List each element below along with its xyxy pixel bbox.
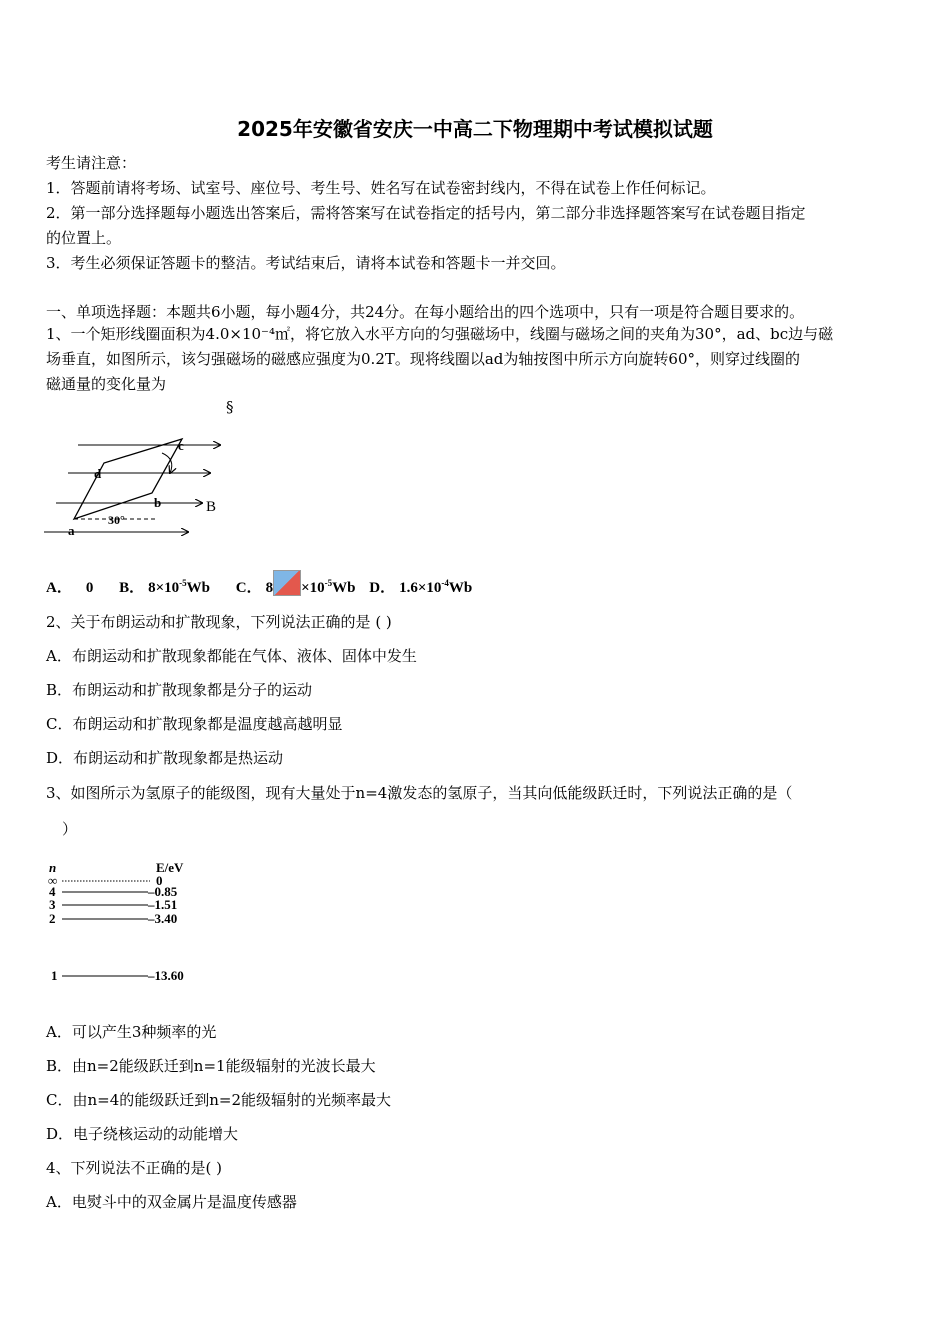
question-2-option[interactable]: D．布朗运动和扩散现象都是热运动: [46, 749, 284, 767]
notice-heading: 考生请注意：: [46, 154, 137, 172]
label-b: b: [154, 495, 162, 510]
question-3-option[interactable]: C．由n=4的能级跃迁到n=2能级辐射的光频率最大: [46, 1091, 392, 1109]
notice-item: 2．第一部分选择题每小题选出答案后，需将答案写在试卷指定的括号内，第二部分非选择题答案写在试卷题目指定: [46, 204, 806, 222]
level-energy: –1.51: [148, 897, 178, 912]
notice-item: 3．考生必须保证答题卡的整洁。考试结束后，请将本试卷和答题卡一并交回。: [46, 254, 566, 272]
level-n: 3: [49, 897, 56, 912]
level-n: 2: [49, 911, 56, 926]
page-title: 2025年安徽省安庆一中高二下物理期中考试模拟试题: [237, 117, 713, 141]
question-2-option[interactable]: C．布朗运动和扩散现象都是温度越高越明显: [46, 715, 343, 733]
question-1-line: 磁通量的变化量为: [46, 375, 167, 393]
question-3-stem: 3、如图所示为氢原子的能级图，现有大量处于n=4激发态的氢原子，当其向低能级跃迁时，下列说法正确的是（: [46, 784, 793, 802]
level-n: 1: [51, 968, 58, 983]
level-n: 4: [49, 884, 56, 899]
label-angle: 30°: [108, 513, 125, 527]
level-energy: –0.85: [148, 884, 178, 899]
section-symbol: §: [226, 398, 234, 416]
section-heading: 一、单项选择题：本题共6小题，每小题4分，共24分。在每小题给出的四个选项中，只有一项是符合题目要求的。: [46, 303, 805, 321]
energy-level-diagram: [44, 858, 204, 990]
n-axis-label: n: [49, 860, 57, 875]
level-energy: –13.60: [148, 968, 184, 983]
question-4-stem: 4、下列说法不正确的是( ): [46, 1159, 223, 1177]
question-3-option[interactable]: B．由n=2能级跃迁到n=1能级辐射的光波长最大: [46, 1057, 376, 1075]
label-d: d: [94, 466, 102, 481]
label-field-b: B: [206, 499, 217, 515]
question-2-option[interactable]: A．布朗运动和扩散现象都能在气体、液体、固体中发生: [46, 647, 417, 665]
label-a: a: [68, 523, 75, 538]
question-1-options: [46, 570, 472, 597]
question-2-stem: 2、关于布朗运动和扩散现象，下列说法正确的是 ( ): [46, 613, 392, 631]
option-c[interactable]: C． $8 \times 10^{-5}Wb$: [236, 580, 356, 596]
option-a[interactable]: A． 0: [46, 580, 94, 596]
e-axis-label: E/eV: [156, 860, 184, 875]
question-2-option[interactable]: B．布朗运动和扩散现象都是分子的运动: [46, 681, 313, 699]
question-3-stem-end: ）: [62, 820, 78, 838]
rotation-arrow: [162, 453, 172, 473]
coil-parallelogram: [74, 439, 182, 519]
question-1-line: 1、一个矩形线圈面积为4.0×10⁻⁴㎡，将它放入水平方向的匀强磁场中，线圈与磁场之间的夹角为30°，ad、bc边与磁: [46, 325, 834, 343]
question-3-option[interactable]: A．可以产生3种频率的光: [46, 1023, 217, 1041]
magnetic-field-coil-diagram: [40, 425, 230, 550]
broken-image-icon: [273, 570, 301, 596]
question-3-option[interactable]: D．电子绕核运动的动能增大: [46, 1125, 239, 1143]
option-b[interactable]: B． $8\times 10^{-5}Wb$: [119, 578, 211, 596]
notice-item: 的位置上。: [46, 229, 122, 247]
question-1-line: 场垂直，如图所示，该匀强磁场的磁感应强度为0.2T。现将线圈以ad为轴按图中所示方向旋转60°，则穿过线圈的: [46, 350, 800, 368]
option-d[interactable]: D． $1.6\times 10^{-4}Wb$: [369, 578, 473, 596]
question-4-option[interactable]: A．电熨斗中的双金属片是温度传感器: [46, 1193, 297, 1211]
notice-item: 1．答题前请将考场、试室号、座位号、考生号、姓名写在试卷密封线内，不得在试卷上作任何标记。: [46, 179, 716, 197]
label-c: c: [178, 438, 184, 453]
level-energy: 0: [156, 873, 163, 888]
level-n: ∞: [48, 873, 58, 888]
level-energy: –3.40: [148, 911, 178, 926]
